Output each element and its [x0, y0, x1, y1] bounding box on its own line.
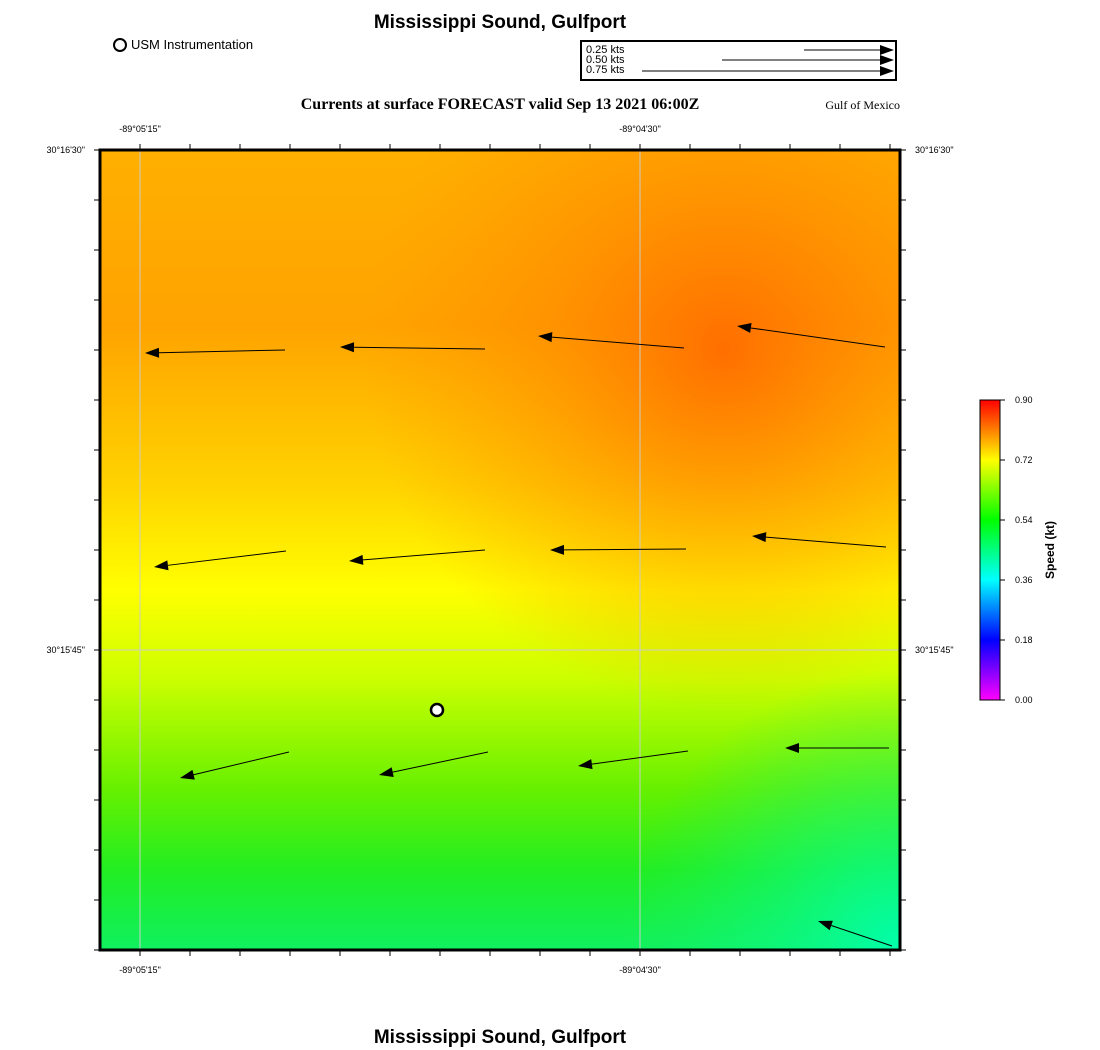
- region-label: Gulf of Mexico: [825, 98, 900, 112]
- colorbar-tick-label: 0.18: [1015, 635, 1033, 645]
- colorbar-tick-label: 0.36: [1015, 575, 1033, 585]
- map-title: Mississippi Sound, Gulfport: [373, 12, 627, 33]
- colorbar-tick-label: 0.54: [1015, 515, 1033, 525]
- scale-label-050: 0.50 kts: [586, 54, 625, 66]
- lon-label-top-left: -89°05'15": [119, 124, 161, 134]
- speed-colorbar: [980, 395, 1057, 705]
- map-footer-title: Mississippi Sound, Gulfport: [373, 1027, 627, 1048]
- colorbar-tick-label: 0.72: [1015, 455, 1033, 465]
- instrumentation-label: USM Instrumentation: [131, 37, 254, 52]
- lat-label-left-mid: 30°15'45": [46, 645, 85, 655]
- lat-label-right-mid: 30°15'45": [915, 645, 954, 655]
- lat-label-right-top: 30°16'30": [915, 145, 954, 155]
- lon-label-top-right: -89°04'30": [619, 124, 661, 134]
- forecast-subtitle: Currents at surface FORECAST valid Sep 13 2021 06:00Z: [300, 96, 700, 113]
- lat-label-left-top: 30°16'30": [46, 145, 85, 155]
- scale-label-025: 0.25 kts: [586, 44, 625, 56]
- colorbar-tick-label: 0.00: [1015, 695, 1033, 705]
- colorbar-tick-label: 0.90: [1015, 395, 1033, 405]
- lon-label-bottom-left: -89°05'15": [119, 965, 161, 975]
- scale-label-075: 0.75 kts: [586, 64, 625, 76]
- lon-label-bottom-right: -89°04'30": [619, 965, 661, 975]
- usm-instrument-marker[interactable]: [431, 704, 443, 716]
- current-speed-field: [100, 150, 900, 950]
- colorbar-label: Speed (kt): [1043, 520, 1057, 580]
